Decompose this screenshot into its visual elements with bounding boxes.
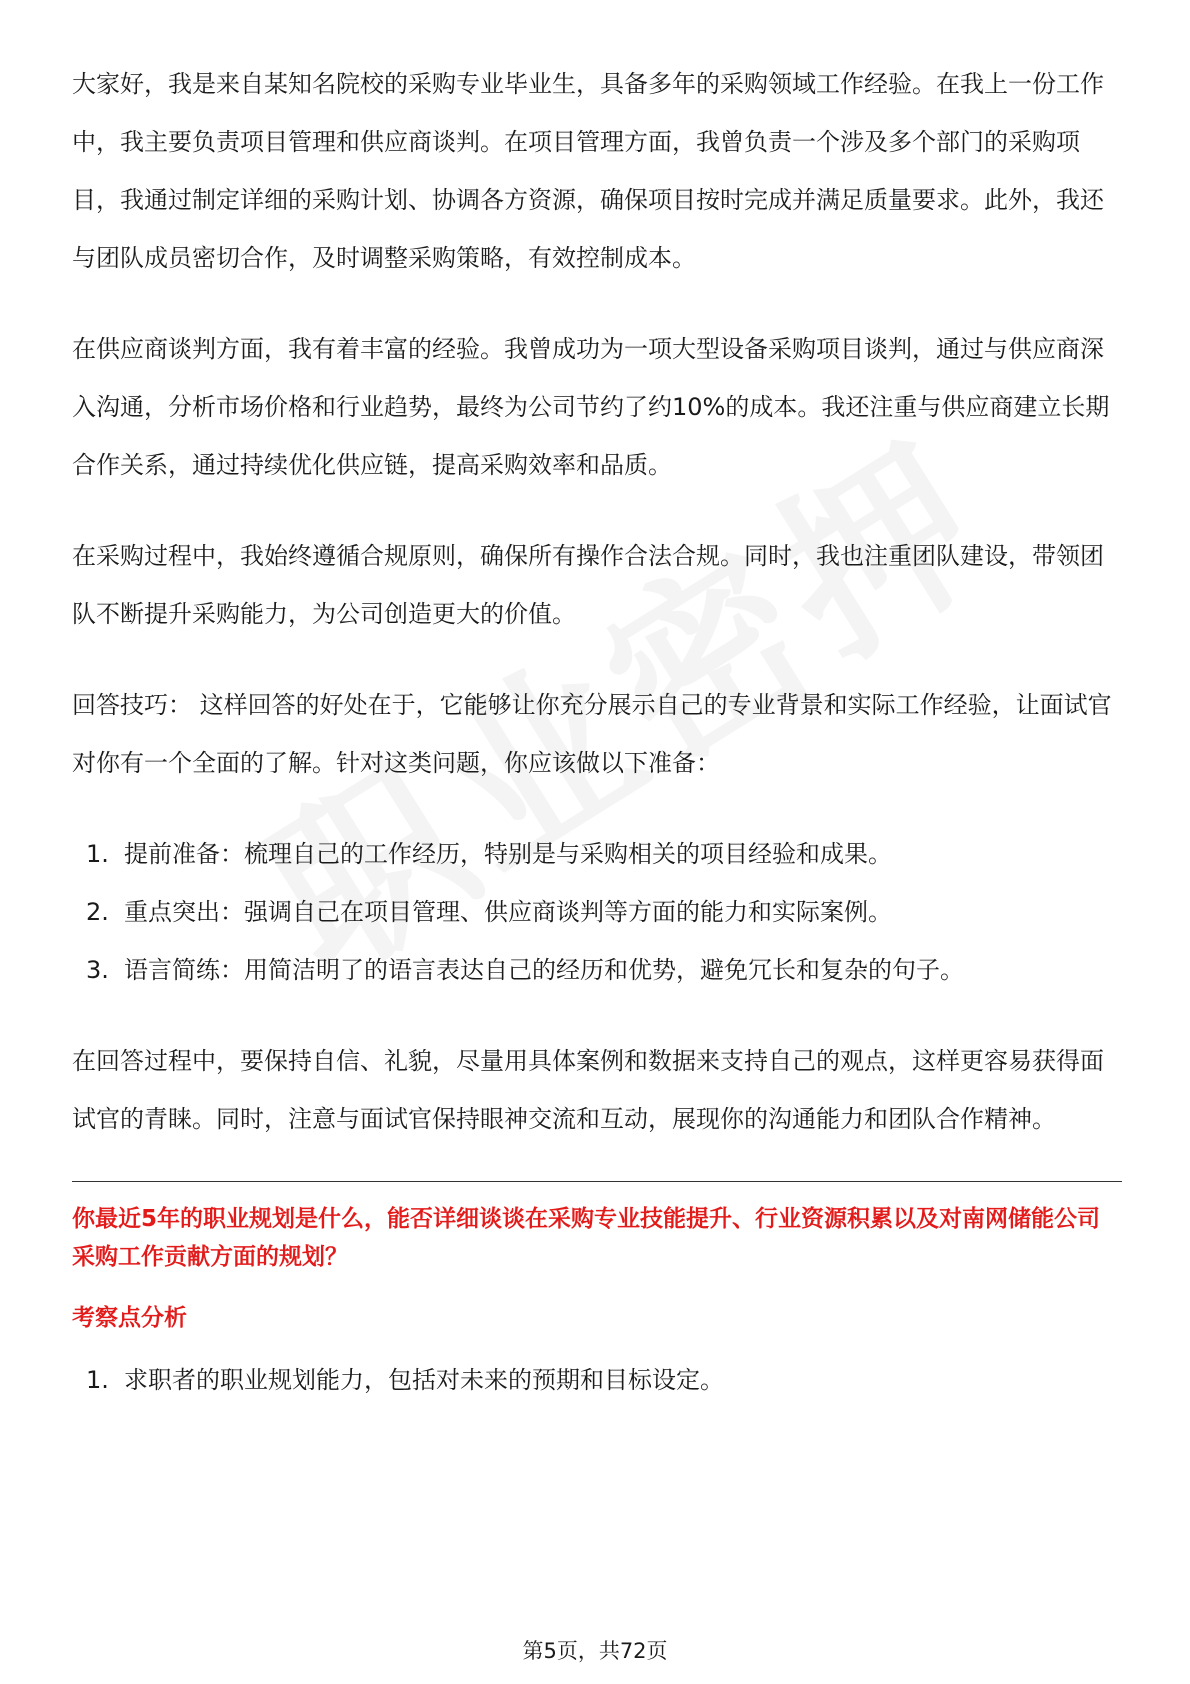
list-item-number: 1.	[86, 1366, 109, 1394]
answer-paragraph-3: 在采购过程中，我始终遵循合规原则，确保所有操作合法合规。同时，我也注重团队建设，带领团队不断提升采购能力，为公司创造更大的价值。	[72, 542, 1104, 628]
list-item-text: 求职者的职业规划能力，包括对未来的预期和目标设定。	[124, 1366, 724, 1394]
list-item-text: 重点突出：强调自己在项目管理、供应商谈判等方面的能力和实际案例。	[124, 898, 892, 926]
list-item-number: 3.	[86, 956, 109, 984]
analysis-heading: 考察点分析	[72, 1305, 187, 1331]
list-item	[72, 825, 1122, 883]
section-divider	[72, 1181, 1122, 1182]
list-item-text: 语言简练：用简洁明了的语言表达自己的经历和优势，避免冗长和复杂的句子。	[124, 956, 964, 984]
list-item-number: 1.	[86, 840, 109, 868]
answer-paragraph-2: 在供应商谈判方面，我有着丰富的经验。我曾成功为一项大型设备采购项目谈判，通过与供应商深入沟通，分析市场价格和行业趋势，最终为公司节约了约10%的成本。我还注重与供应商建立长期合作关系，通过持续优化供应链，提高采购效率和品质。	[72, 335, 1110, 479]
interview-question: 你最近5年的职业规划是什么，能否详细谈谈在采购专业技能提升、行业资源积累以及对南网储能公司采购工作贡献方面的规划？	[72, 1206, 1101, 1270]
list-item-text: 提前准备：梳理自己的工作经历，特别是与采购相关的项目经验和成果。	[124, 840, 892, 868]
answer-tips-intro: 回答技巧： 这样回答的好处在于，它能够让你充分展示自己的专业背景和实际工作经验，让面试官对你有一个全面的了解。针对这类问题，你应该做以下准备：	[72, 691, 1112, 777]
list-item-number: 2.	[86, 898, 109, 926]
analysis-list	[72, 1358, 1122, 1402]
page-number-footer: 第5页，共72页	[522, 1639, 668, 1663]
list-item	[72, 883, 1122, 941]
page-content	[72, 55, 1122, 1402]
tips-list	[72, 825, 1122, 999]
list-item	[72, 941, 1122, 999]
list-item	[72, 1358, 1122, 1402]
answer-paragraph-1: 大家好，我是来自某知名院校的采购专业毕业生，具备多年的采购领域工作经验。在我上一份工作中，我主要负责项目管理和供应商谈判。在项目管理方面，我曾负责一个涉及多个部门的采购项目，我通过制定详细的采购计划、协调各方资源，确保项目按时完成并满足质量要求。此外，我还与团队成员密切合作，及时调整采购策略，有效控制成本。	[72, 70, 1104, 272]
closing-paragraph: 在回答过程中，要保持自信、礼貌，尽量用具体案例和数据来支持自己的观点，这样更容易获得面试官的青睐。同时，注意与面试官保持眼神交流和互动，展现你的沟通能力和团队合作精神。	[72, 1047, 1104, 1133]
